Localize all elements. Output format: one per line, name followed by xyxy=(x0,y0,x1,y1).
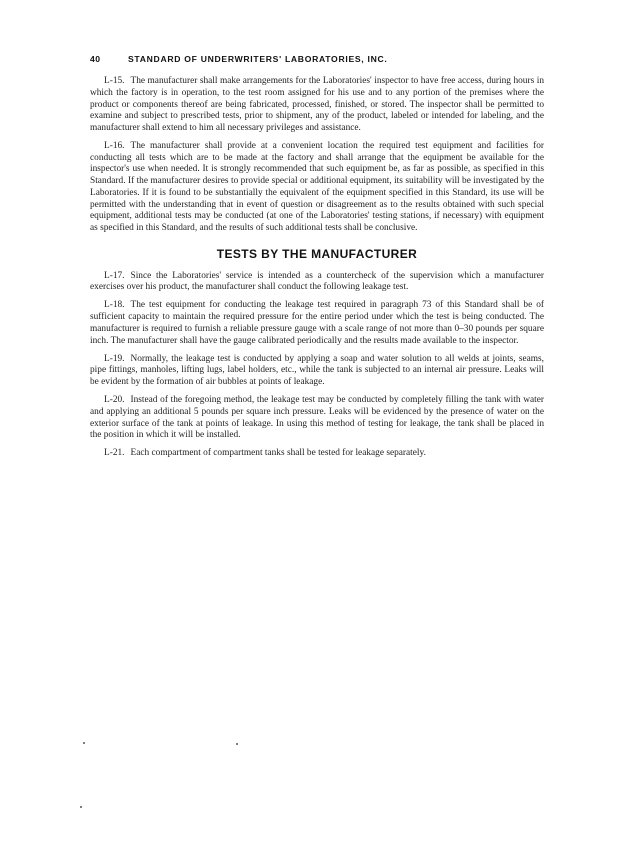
header-title: STANDARD OF UNDERWRITERS' LABORATORIES, INC. xyxy=(128,54,388,64)
scan-speck xyxy=(83,742,85,744)
paragraph-text: The manufacturer shall provide at a convenient location the required test equipment and facilities for conducting all tests which are to be made at the factory and shall arrange that the equipment be available for the inspector's use when needed. It is strongly recommended that such equipment be, as far as possible, as specified in this Standard. If the manufacturer desires to provide special or additional equipment, its suitability will be investigated by the Laboratories. If it is found to be substantially the equivalent of the equipment specified in this Standard, its use will be permitted with the understanding that in event of question or disagreement as to the results obtained with such special equipment, additional tests may be conducted (at one of the Laboratories' testing stations, if necessary) with equipment as specified in this Standard, and the results of such additional tests shall be conclusive. xyxy=(90,140,544,234)
paragraph-text: Instead of the foregoing method, the leakage test may be conducted by completely filling the tank with water and applying an additional 5 pounds per square inch pressure. Leaks will be evidenced by the presence of water on the exterior surface of the tank at points of leakage. In using this method of testing for leakage, the tank shall be placed in the position in which it will be installed. xyxy=(90,395,544,441)
paragraph-l-17 xyxy=(90,271,544,295)
paragraph-text: The test equipment for conducting the leakage test required in paragraph 73 of this Standard shall be of sufficient capacity to maintain the required pressure for the entire period under which the test is being conducted. The manufacturer is required to furnish a reliable pressure gauge with a scale range of not more than 0–30 pounds per square inch. The manufacturer shall have the gauge calibrated periodically and the results made available to the inspector. xyxy=(90,300,544,346)
scan-speck xyxy=(80,806,82,808)
paragraph-label: L-20. xyxy=(104,395,125,405)
paragraph-text: Normally, the leakage test is conducted by applying a soap and water solution to all welds at joints, seams, pipe fittings, manholes, lifting lugs, label holders, etc., while the tank is subjected to an internal air pressure. Leaks will be evident by the formation of air bubbles at points of leakage. xyxy=(90,353,544,388)
paragraph-l-20 xyxy=(90,395,544,442)
page-number: 40 xyxy=(90,54,101,64)
paragraph-label: L-16. xyxy=(104,140,125,151)
paragraph-text: The manufacturer shall make arrangements for the Laboratories' inspector to have free access, during hours in which the factory is in operation, to the test room assigned for his use and to any portion of the premises where the product or components thereof are being fabricated, processed, finished, or stored. The inspector shall be permitted to examine and subject to prescribed tests, prior to shipment, any of the product, labeled or intended for labeling, and the manufacturer shall extend to him all necessary privileges and assistance. xyxy=(90,76,544,133)
paragraph-text: Each compartment of compartment tanks shall be tested for leakage separately. xyxy=(130,448,426,459)
paragraph-l-16 xyxy=(90,141,544,235)
paragraph-text: Since the Laboratories' service is intended as a countercheck of the supervision which a manufacturer exercises over his product, the manufacturer shall conduct the following leakage test. xyxy=(90,270,544,293)
body-text xyxy=(90,76,544,466)
paragraph-label: L-19. xyxy=(104,353,125,364)
scan-speck xyxy=(236,743,238,745)
paragraph-label: L-15. xyxy=(104,76,125,86)
paragraph-l-21 xyxy=(90,448,544,460)
paragraph-l-19 xyxy=(90,354,544,389)
paragraph-l-18 xyxy=(90,300,544,347)
paragraph-label: L-17. xyxy=(104,270,125,281)
paragraph-l-15 xyxy=(90,76,544,135)
section-heading: TESTS BY THE MANUFACTURER xyxy=(216,246,418,261)
running-header xyxy=(90,54,546,68)
paragraph-label: L-21. xyxy=(104,448,125,459)
paragraph-label: L-18. xyxy=(104,300,125,311)
